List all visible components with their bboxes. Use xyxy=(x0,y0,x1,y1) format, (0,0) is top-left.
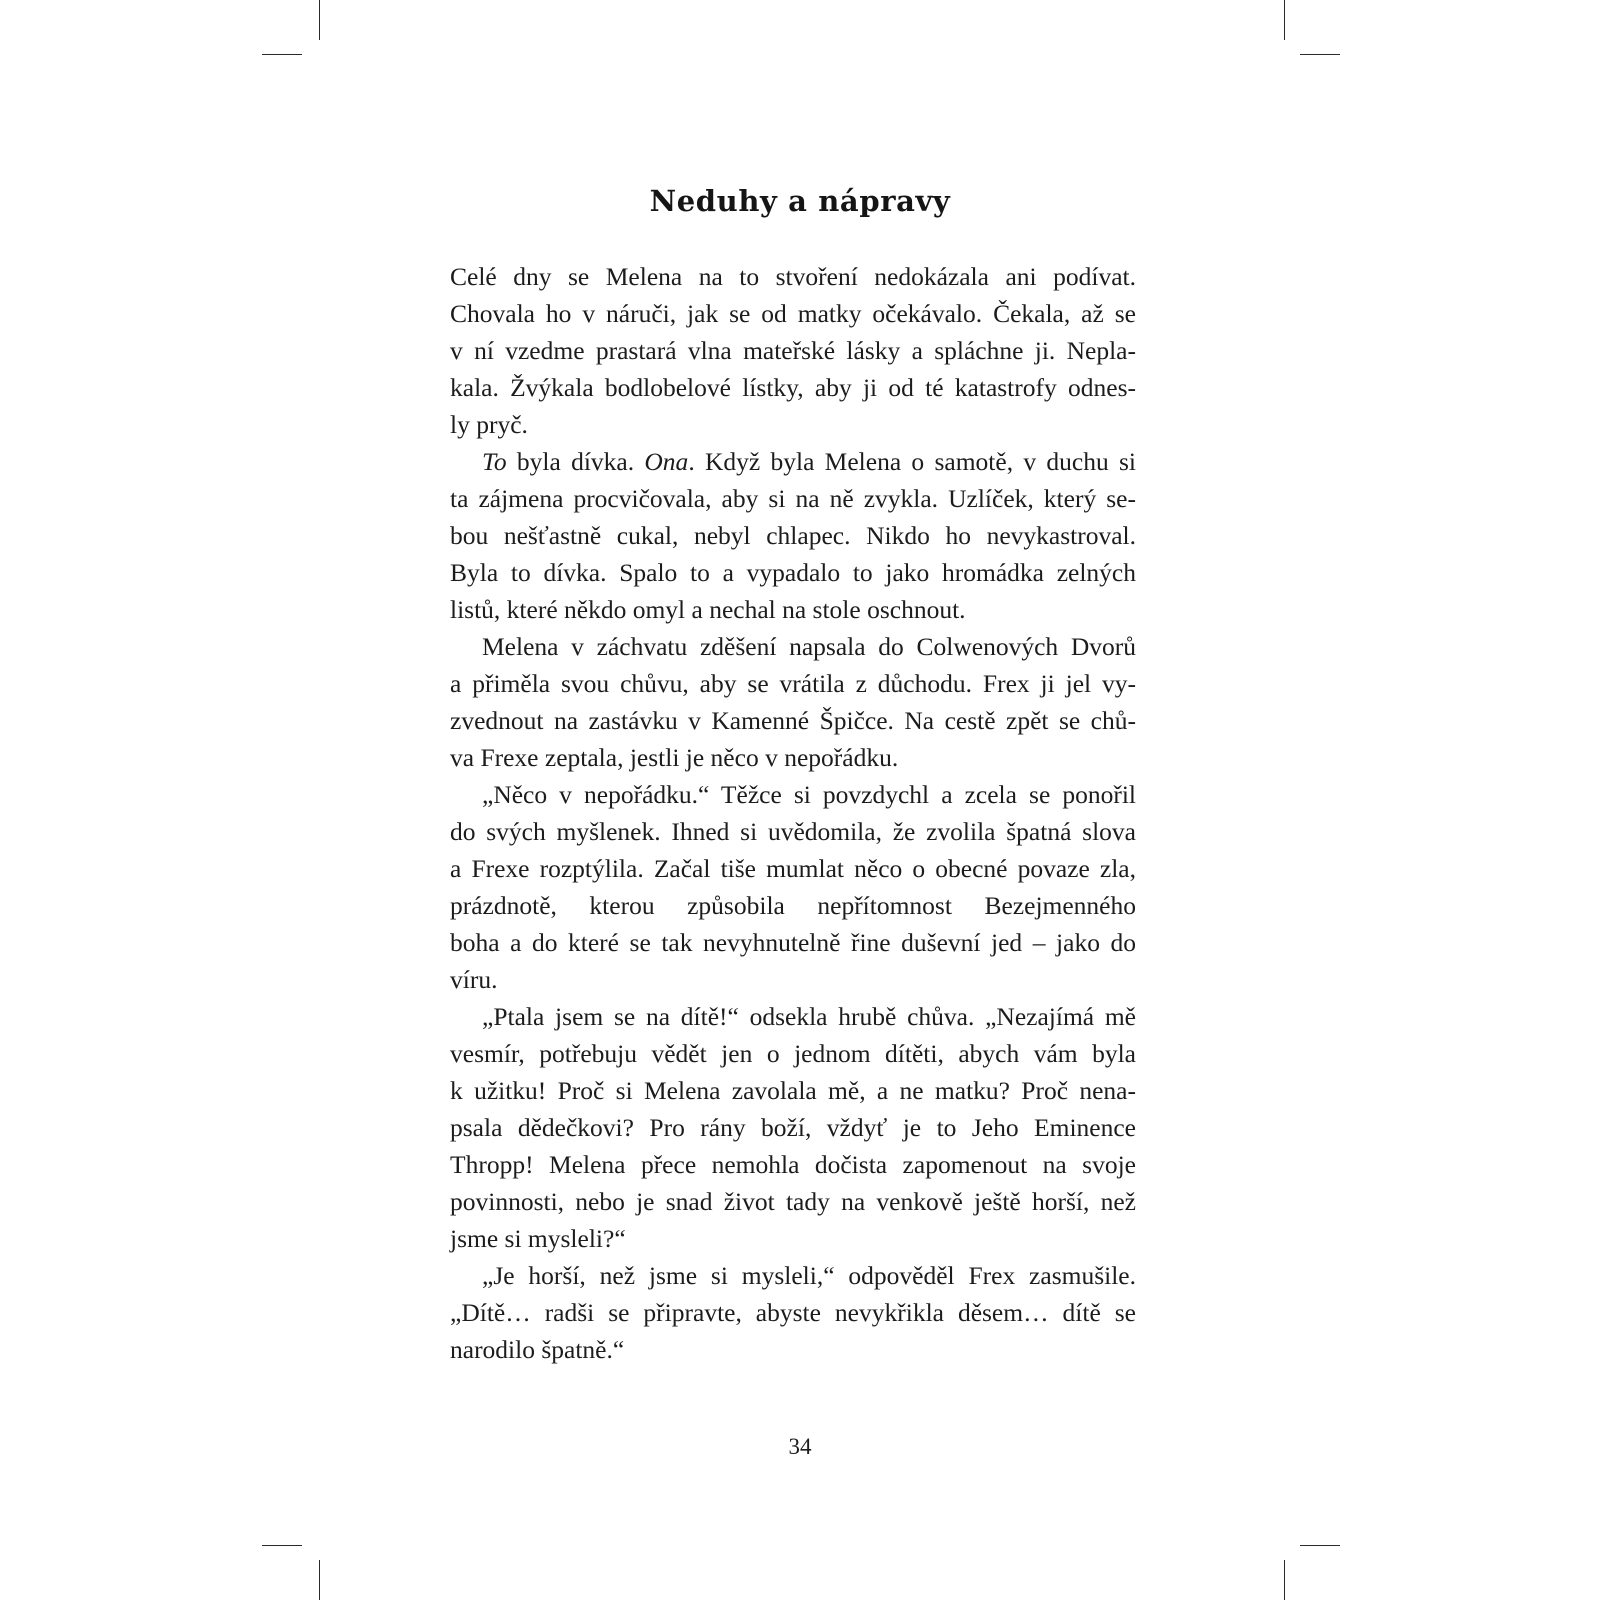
text-line xyxy=(450,591,1136,628)
text-run: listů, které někdo omyl a nechal na stole oschnout. xyxy=(450,595,966,624)
text-run: psala dědečkovi? Pro rány boží, vždyť je to Jeho Eminence xyxy=(450,1113,1136,1142)
text-line xyxy=(450,1035,1136,1072)
text-line xyxy=(450,1220,1136,1257)
text-run: prázdnotě, kterou způsobila nepřítomnost Bezejmenného xyxy=(450,891,1136,920)
crop-mark-bottom-right-horizontal xyxy=(1300,1545,1340,1546)
text-line xyxy=(450,665,1136,702)
text-line xyxy=(450,443,1136,480)
text-run: vesmír, potřebuju vědět jen o jednom dítěti, abych vám byla xyxy=(450,1039,1136,1068)
text-run: ly pryč. xyxy=(450,410,528,439)
text-line xyxy=(450,295,1136,332)
text-run: a Frexe rozptýlila. Začal tiše mumlat něco o obecné povaze zla, xyxy=(450,854,1136,883)
text-line xyxy=(450,480,1136,517)
text-run: kala. Žvýkala bodlobelové lístky, aby ji od té katastrofy odnes- xyxy=(450,373,1136,402)
text-run: v ní vzedme prastará vlna mateřské lásky a spláchne ji. Nepla- xyxy=(450,336,1136,365)
text-run: Byla to dívka. Spalo to a vypadalo to jako hromádka zelných xyxy=(450,558,1136,587)
crop-mark-bottom-left-horizontal xyxy=(262,1545,302,1546)
chapter-body-text xyxy=(450,258,1136,1368)
text-line xyxy=(450,739,1136,776)
text-run: Melena v záchvatu zděšení napsala do Colwenových Dvorů xyxy=(482,632,1136,661)
text-line xyxy=(450,406,1136,443)
text-run: jsme si mysleli?“ xyxy=(450,1224,626,1253)
text-line xyxy=(450,924,1136,961)
text-line xyxy=(450,517,1136,554)
text-line xyxy=(450,554,1136,591)
text-line xyxy=(450,1331,1136,1368)
text-run: byla dívka. xyxy=(506,447,645,476)
text-run: zvednout na zastávku v Kamenné Špičce. Na cestě zpět se chů- xyxy=(450,706,1136,735)
text-run: narodilo špatně.“ xyxy=(450,1335,625,1364)
italic-word: Ona xyxy=(644,447,689,476)
crop-mark-top-right-horizontal xyxy=(1300,54,1340,55)
text-line xyxy=(450,369,1136,406)
text-line xyxy=(450,776,1136,813)
text-line xyxy=(450,1183,1136,1220)
text-line xyxy=(450,1146,1136,1183)
text-run: Thropp! Melena přece nemohla dočista zapomenout na svoje xyxy=(450,1150,1136,1179)
text-line xyxy=(450,850,1136,887)
text-line xyxy=(450,332,1136,369)
text-run: k užitku! Proč si Melena zavolala mě, a ne matku? Proč nena- xyxy=(450,1076,1136,1105)
chapter-title: Neduhy a nápravy xyxy=(649,184,951,218)
text-run: do svých myšlenek. Ihned si uvědomila, že zvolila špatná slova xyxy=(450,817,1136,846)
text-run: „Něco v nepořádku.“ Těžce si povzdychl a zcela se ponořil xyxy=(482,780,1136,809)
text-line xyxy=(450,961,1136,998)
text-line xyxy=(450,1294,1136,1331)
text-run: Chovala ho v náruči, jak se od matky očekávalo. Čekala, až se xyxy=(450,299,1136,328)
text-run: „Dítě… radši se připravte, abyste nevykřikla děsem… dítě se xyxy=(450,1298,1136,1327)
italic-word: To xyxy=(482,447,507,476)
text-run: Celé dny se Melena na to stvoření nedokázala ani podívat. xyxy=(450,262,1136,291)
text-run: ta zájmena procvičovala, aby si na ně zvykla. Uzlíček, který se- xyxy=(450,484,1136,513)
text-line xyxy=(450,998,1136,1035)
text-line xyxy=(450,1257,1136,1294)
text-line xyxy=(450,813,1136,850)
text-line xyxy=(450,887,1136,924)
text-line xyxy=(450,1072,1136,1109)
crop-mark-bottom-left-vertical xyxy=(319,1560,320,1600)
text-run: povinnosti, nebo je snad život tady na venkově ještě horší, než xyxy=(450,1187,1136,1216)
text-run: a přiměla svou chůvu, aby se vrátila z důchodu. Frex ji jel vy- xyxy=(450,669,1136,698)
crop-mark-top-right-vertical xyxy=(1284,0,1285,40)
text-run: . Když byla Melena o samotě, v duchu si xyxy=(688,447,1137,476)
text-run: „Ptala jsem se na dítě!“ odsekla hrubě chůva. „Nezajímá mě xyxy=(482,1002,1136,1031)
page-number: 34 xyxy=(788,1434,812,1459)
text-run: boha a do které se tak nevyhnutelně řine duševní jed – jako do xyxy=(450,928,1136,957)
text-run: bou nešťastně cukal, nebyl chlapec. Nikdo ho nevykastroval. xyxy=(450,521,1136,550)
crop-mark-top-left-vertical xyxy=(319,0,320,40)
text-run: „Je horší, než jsme si mysleli,“ odpověděl Frex zasmušile. xyxy=(482,1261,1136,1290)
text-line xyxy=(450,702,1136,739)
text-run: va Frexe zeptala, jestli je něco v nepořádku. xyxy=(450,743,899,772)
text-line xyxy=(450,1109,1136,1146)
text-line xyxy=(450,628,1136,665)
crop-mark-bottom-right-vertical xyxy=(1284,1560,1285,1600)
text-line xyxy=(450,258,1136,295)
text-run: víru. xyxy=(450,965,498,994)
crop-mark-top-left-horizontal xyxy=(262,54,302,55)
